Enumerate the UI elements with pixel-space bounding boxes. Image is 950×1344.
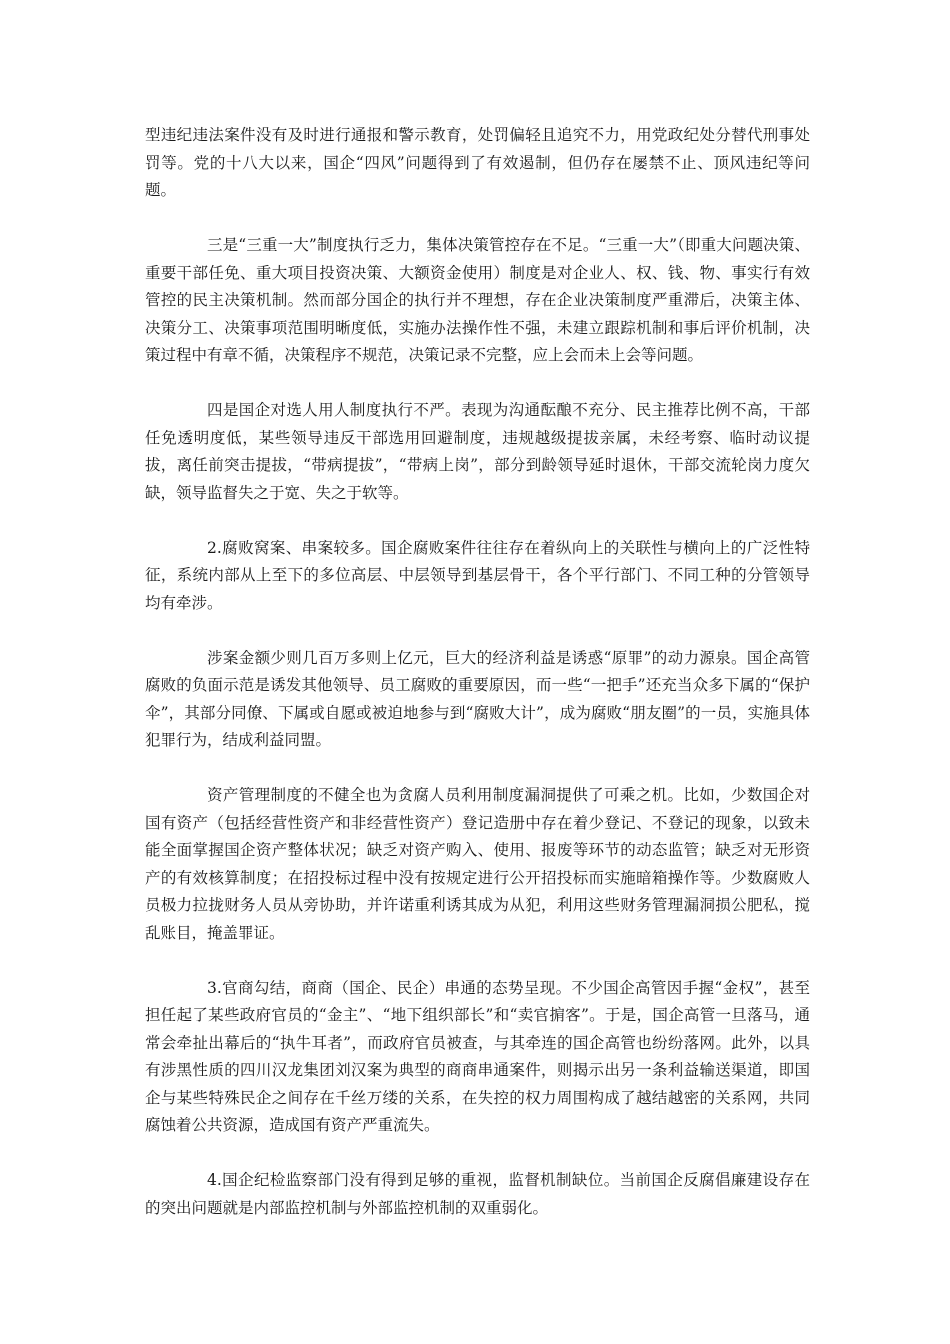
paragraph-section-4-supervision: 4.国企纪检监察部门没有得到足够的重视，监督机制缺位。当前国企反腐倡廉建设存在的突出问题就是内部监控机制与外部监控机制的双重弱化。	[145, 1171, 810, 1217]
paragraph-section-2-nest-cases: 2.腐败窝案、串案较多。国企腐败案件往往存在着纵向上的关联性与横向上的广泛性特征，系统内部从上至下的多位高层、中层领导到基层骨干，各个平行部门、不同工种的分管领导均有牵涉。	[145, 538, 810, 612]
paragraph-three-major-one-large: 三是“三重一大”制度执行乏力，集体决策管控存在不足。“三重一大”（即重大问题决策、重要干部任免、重大项目投资决策、大额资金使用）制度是对企业人、权、钱、物、事实行有效管控的民主决策机制。然而部分国企的执行并不理想，存在企业决策制度严重滞后，决策主体、决策分工、决策事项范围明晰度低，实施办法操作性不强，未建立跟踪机制和事后评价机制，决策过程中有章不循，决策程序不规范，决策记录不完整，应上会而未上会等问题。	[145, 236, 810, 364]
paragraph-amounts-involved: 涉案金额少则几百万多则上亿元，巨大的经济利益是诱惑“原罪”的动力源泉。国企高管腐败的负面示范是诱发其他领导、员工腐败的重要原因，而一些“一把手”还充当众多下属的“保护伞”，其部分同僚、下属或自愿或被迫地参与到“腐败大计”，成为腐败“朋友圈”的一员，实施具体犯罪行为，结成利益同盟。	[145, 648, 810, 749]
paragraph-asset-management: 资产管理制度的不健全也为贪腐人员利用制度漏洞提供了可乘之机。比如，少数国企对国有资产（包括经营性资产和非经营性资产）登记造册中存在着少登记、不登记的现象，以致未能全面掌握国企资产整体状况；缺乏对资产购入、使用、报废等环节的动态监管；缺乏对无形资产的有效核算制度；在招投标过程中没有按规定进行公开招投标而实施暗箱操作等。少数腐败人员极力拉拢财务人员从旁协助，并许诺重利诱其成为从犯，利用这些财务管理漏洞损公肥私，搅乱账目，掩盖罪证。	[145, 786, 810, 942]
paragraph-1-continuation: 型违纪违法案件没有及时进行通报和警示教育，处罚偏轻且追究不力，用党政纪处分替代刑事处罚等。党的十八大以来，国企“四风”问题得到了有效遏制，但仍存在屡禁不止、顶风违纪等问题。	[145, 126, 810, 199]
paragraph-personnel-selection: 四是国企对选人用人制度执行不严。表现为沟通酝酿不充分、民主推荐比例不高，干部任免透明度低，某些领导违反干部选用回避制度，违规越级提拔亲属，未经考察、临时动议提拔，离任前突击提拔，“带病提拔”，“带病上岗”，部分到龄领导延时退休，干部交流轮岗力度欠缺，领导监督失之于宽、失之于软等。	[145, 401, 810, 502]
paragraph-section-3-collusion: 3.官商勾结，商商（国企、民企）串通的态势呈现。不少国企高管因手握“金权”，甚至担任起了某些政府官员的“金主”、“地下组织部长”和“卖官掮客”。于是，国企高管一旦落马，通常会牵扯出幕后的“执牛耳者”，而政府官员被查，与其牵连的国企高管也纷纷落网。此外，以具有涉黑性质的四川汉龙集团刘汉案为典型的商商串通案件，则揭示出另一条利益输送渠道，即国企与某些特殊民企之间存在千丝万缕的关系，在失控的权力周围构成了越结越密的关系网，共同腐蚀着公共资源，造成国有资产严重流失。	[145, 978, 810, 1134]
document-body	[145, 122, 810, 1250]
